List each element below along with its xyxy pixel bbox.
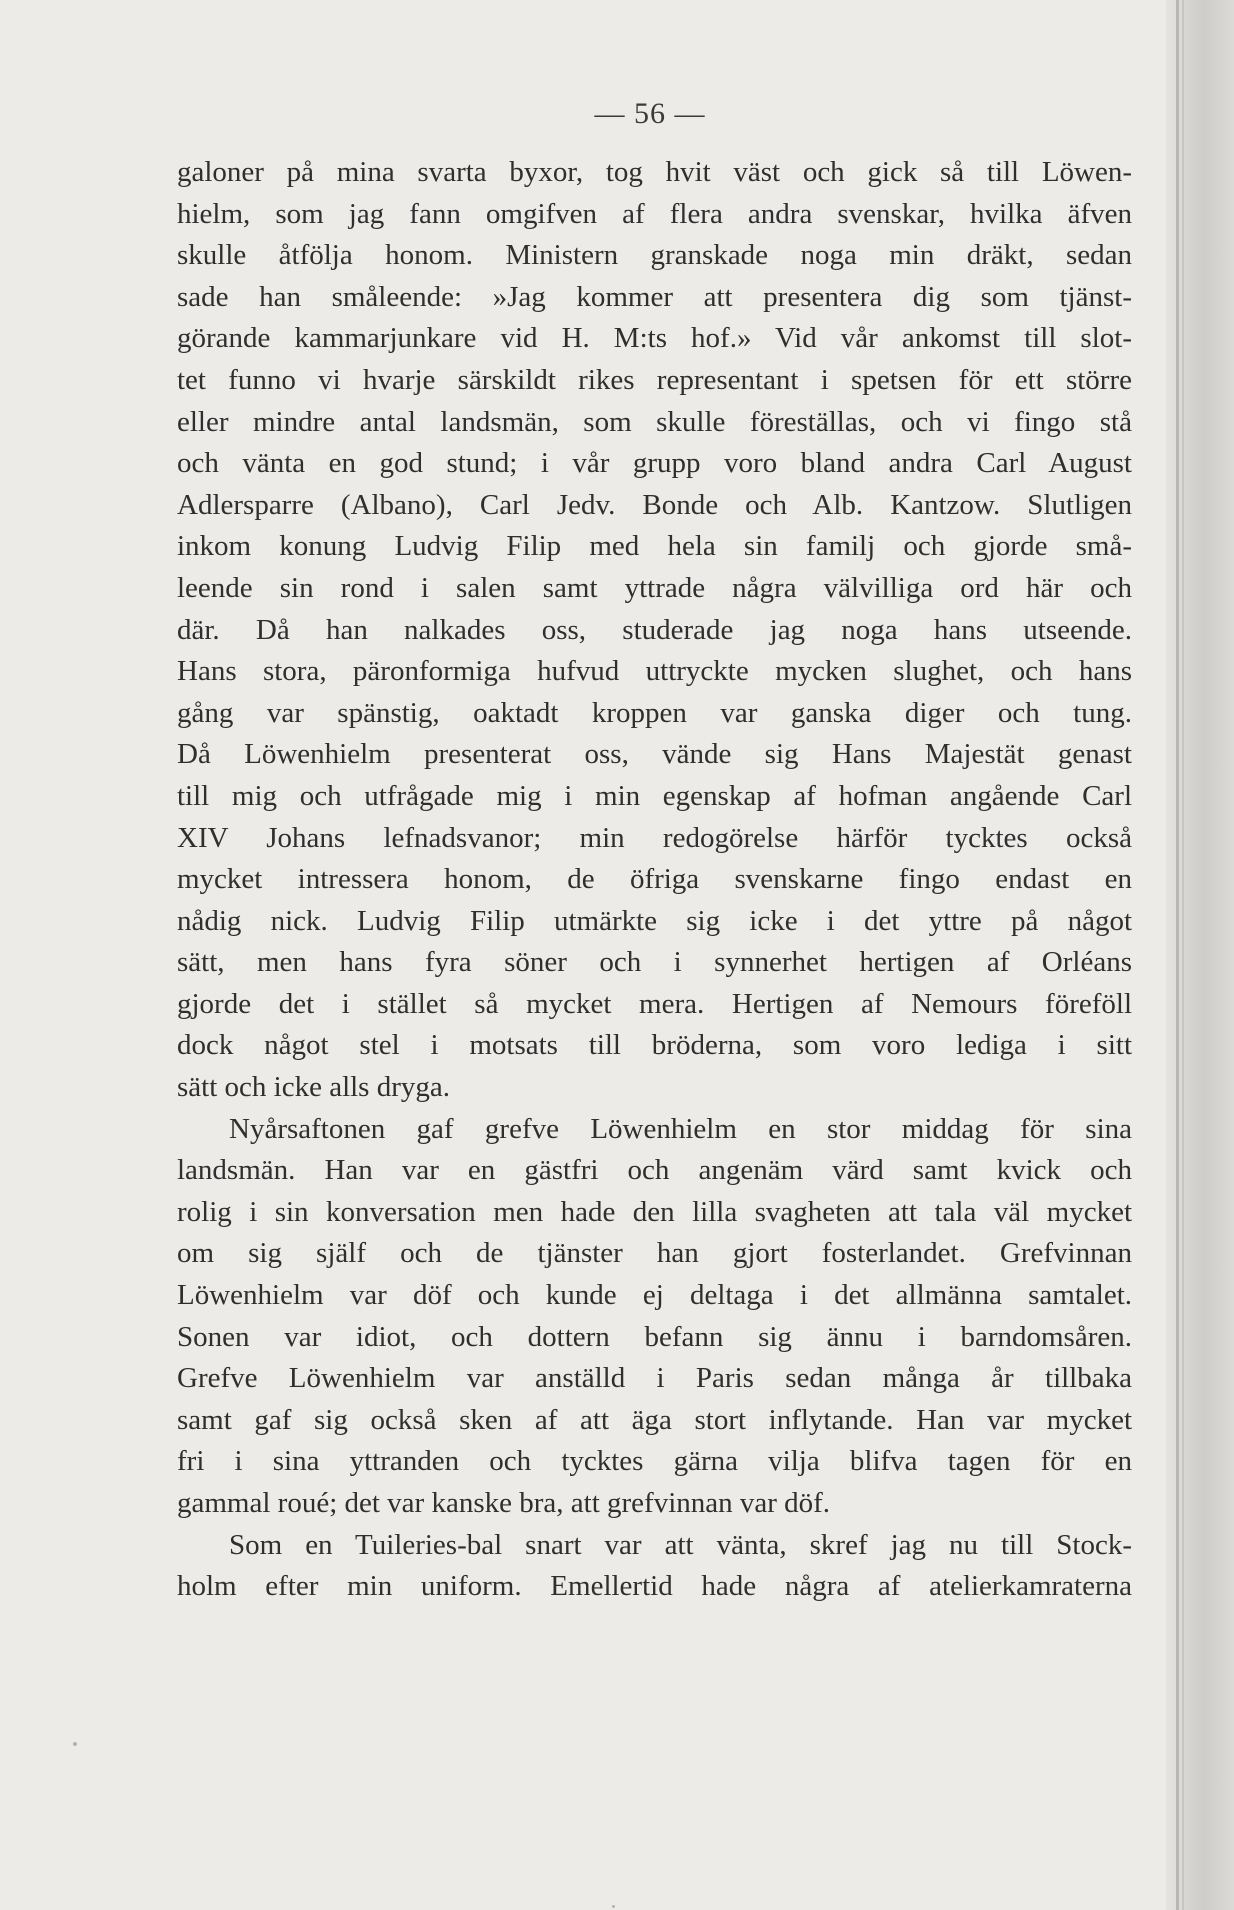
text-line: eller mindre antal landsmän, som skulle föreställas, och vi fingo stå [177, 405, 1132, 438]
gutter-shadow-line [1176, 0, 1179, 1910]
text-line: Som en Tuileries-bal snart var att vänta, skref jag nu till Stock- [229, 1528, 1132, 1561]
text-line: XIV Johans lefnadsvanor; min redogörelse härför tycktes också [177, 821, 1132, 854]
text-line: sade han småleende: »Jag kommer att presentera dig som tjänst- [177, 280, 1132, 313]
text-line: Löwenhielm var döf och kunde ej deltaga i det allmänna samtalet. [177, 1279, 1132, 1312]
text-line: samt gaf sig också sken af att äga stort inflytande. Han var mycket [177, 1403, 1132, 1436]
text-line: Sonen var idiot, och dottern befann sig ännu i barndomsåren. [177, 1320, 1132, 1353]
text-line: görande kammarjunkare vid H. M:ts hof.» Vid vår ankomst till slot- [177, 322, 1132, 355]
page-number: — 56 — [594, 97, 706, 130]
text-line: gång var spänstig, oaktadt kroppen var ganska diger och tung. [177, 696, 1132, 729]
text-line: hielm, som jag fann omgifven af flera andra svenskar, hvilka äfven [177, 197, 1132, 230]
body-text [177, 152, 1132, 1608]
text-line: sätt och icke alls dryga. [177, 1071, 450, 1104]
text-line: rolig i sin konversation men hade den lilla svagheten att tala väl mycket [177, 1195, 1132, 1228]
text-line: dock något stel i motsats till bröderna, som voro lediga i sitt [177, 1029, 1132, 1062]
text-line: galoner på mina svarta byxor, tog hvit väst och gick så till Löwen- [177, 156, 1132, 188]
text-line: landsmän. Han var en gästfri och angenäm värd samt kvick och [177, 1154, 1132, 1187]
text-line: fri i sina yttranden och tycktes gärna vilja blifva tagen för en [177, 1445, 1132, 1478]
text-line: leende sin rond i salen samt yttrade några välvilliga ord här och [177, 571, 1132, 604]
text-line: till mig och utfrågade mig i min egenskap af hofman angående Carl [177, 779, 1132, 812]
text-line: Nyårsaftonen gaf grefve Löwenhielm en stor middag för sina [229, 1112, 1132, 1145]
text-line: nådig nick. Ludvig Filip utmärkte sig icke i det yttre på något [177, 904, 1132, 937]
text-line: gjorde det i stället så mycket mera. Hertigen af Nemours föreföll [177, 987, 1132, 1020]
text-line: holm efter min uniform. Emellertid hade några af atelierkamraterna [177, 1570, 1132, 1603]
text-line: skulle åtfölja honom. Ministern granskade noga min dräkt, sedan [177, 239, 1132, 272]
text-line: om sig själf och de tjänster han gjort fosterlandet. Grefvinnan [177, 1237, 1132, 1270]
text-line: där. Då han nalkades oss, studerade jag noga hans utseende. [177, 613, 1132, 646]
text-line: och vänta en god stund; i vår grupp voro bland andra Carl August [177, 447, 1132, 480]
text-line: tet funno vi hvarje särskildt rikes representant i spetsen för ett större [177, 363, 1132, 396]
text-line: Adlersparre (Albano), Carl Jedv. Bonde och Alb. Kantzow. Slutligen [177, 488, 1132, 521]
page-gutter [1166, 0, 1234, 1910]
text-line: inkom konung Ludvig Filip med hela sin familj och gjorde små- [177, 530, 1132, 563]
paper-speck [612, 1905, 615, 1908]
gutter-shadow-line [1182, 0, 1184, 1910]
text-line: Då Löwenhielm presenterat oss, vände sig Hans Majestät genast [177, 738, 1132, 771]
paper-speck [73, 1742, 77, 1746]
text-line: Grefve Löwenhielm var anställd i Paris sedan många år tillbaka [177, 1362, 1132, 1395]
text-line: mycket intressera honom, de öfriga svenskarne fingo endast en [177, 863, 1132, 896]
text-line: gammal roué; det var kanske bra, att grefvinnan var döf. [177, 1487, 831, 1519]
text-line: sätt, men hans fyra söner och i synnerhet hertigen af Orléans [177, 946, 1132, 979]
text-line: Hans stora, päronformiga hufvud uttryckte mycken slughet, och hans [177, 655, 1132, 688]
